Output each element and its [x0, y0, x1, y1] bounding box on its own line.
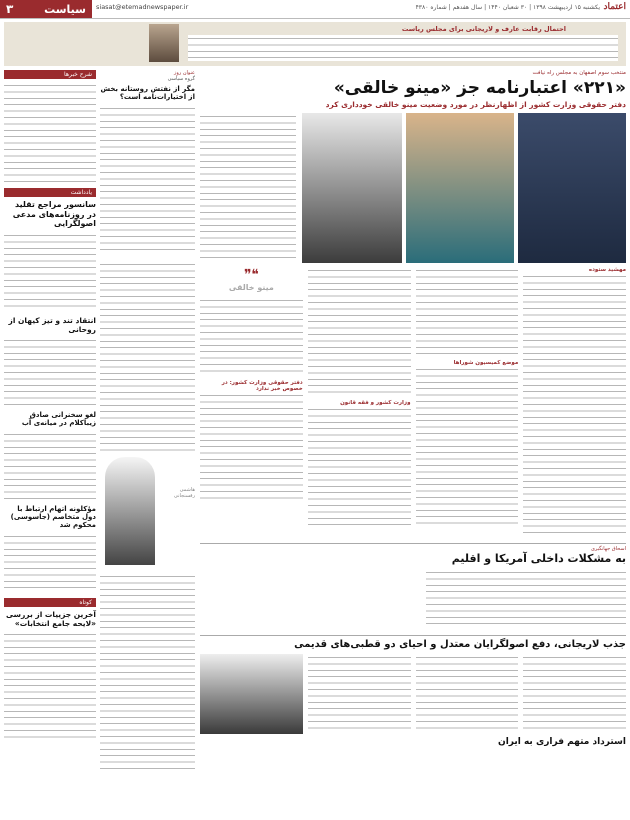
page-header: [0, 0, 630, 19]
photo-side-text-lines: [200, 113, 296, 263]
section-tag: [0, 0, 92, 18]
main-byline: مهشید ستوده: [588, 267, 626, 274]
photo-larijani: [200, 654, 303, 734]
main-col-2-text-b: [416, 366, 519, 526]
lead-box: [4, 22, 626, 66]
main-col-3-text-b: [308, 406, 411, 526]
left-headline-5: آخرین جزییات از بررسی «لایحه جامع انتخابات»: [6, 609, 96, 628]
page-number: ۳: [6, 2, 14, 16]
main-sub-3: دفتر حقوقی وزارت کشور: در خصوص خبر ندارد: [221, 379, 303, 392]
main-col-4-text-b: [200, 392, 303, 502]
main-col-1-text: [523, 273, 626, 533]
story3-headline: جذب لاریجانی، دفع اصولگرایان معتدل و احیای دو قطبی‌های قدیمی: [294, 638, 626, 650]
story3-text-3: [308, 654, 411, 734]
story4-headline: استرداد متهم فراری به ایران: [498, 736, 626, 747]
col2-text-1: [100, 105, 195, 255]
lead-photo: [149, 24, 179, 62]
story3-text-2: [416, 654, 519, 734]
left-column-label-3: کوتاه: [4, 598, 96, 607]
story3-text-1: [523, 654, 626, 734]
photo-side-text: [200, 113, 296, 263]
main-headline: «۲۲۱» اعتبارنامه جز «مینو خالقی»: [333, 78, 626, 98]
main-col-1: [523, 267, 626, 537]
left-column-text-1: [4, 82, 96, 182]
main-col-3: [308, 267, 411, 537]
col2-kicker: عنوان روز: [174, 70, 195, 76]
left-column-text-3: [4, 337, 96, 407]
main-col-4-text-a: [200, 297, 303, 377]
story2-rule: [200, 543, 626, 544]
left-column-label: شرح خبرها: [4, 70, 96, 79]
photo-ali-motahari: [302, 113, 402, 263]
photo-minister: [518, 113, 626, 263]
col2-text-3: [100, 573, 195, 773]
left-headline-2: انتقاد تند و تیز کیهان از روحانی: [8, 315, 96, 334]
section-label: سیاست: [44, 2, 86, 16]
second-column: [100, 70, 195, 815]
story2-kicker: اسحاق جهانگیری: [590, 546, 626, 553]
col2-sub: گروه سیاسی: [167, 76, 195, 82]
main-kicker: منتخب سوم اصفهان به مجلس راه نیافت: [532, 70, 626, 76]
main-subhead: دفتر حقوقی وزارت کشور از اظهارنظر در مورد وضعیت مینو خالقی خودداری کرد: [325, 100, 626, 110]
main-sub-1: موضع کمیسیون شوراها: [453, 360, 519, 367]
main-photo-strip: [200, 113, 626, 263]
left-headline-4: مؤکلونه اتهام ارتباط با دول متخاصم (جاسوسی) محکوم شد: [10, 504, 96, 530]
col2-photo-caption: هاشمی رفسنجانی: [173, 486, 195, 500]
story3-rule: [200, 635, 626, 636]
main-sub-2: وزارت کشور و فقه قانون: [340, 400, 411, 407]
main-quote: مینو خالقی: [228, 283, 274, 293]
left-column-label-2: یادداشت: [4, 188, 96, 197]
lead-title: احتمال رقابت عارف و لاریجانی برای مجلس ریاست: [401, 25, 566, 33]
col2-headline: مگر از نفتش روستانه بخش از اختیارات‌نامه است؟: [100, 85, 195, 102]
section-email[interactable]: siasat@etemadnewspaper.ir: [96, 3, 189, 11]
main-body-columns: [200, 267, 626, 537]
left-column-text-6: [4, 631, 96, 741]
left-column-text-5: [4, 533, 96, 593]
left-headline-3: لغو سخنرانی صادق زیباکلام در میانه‌ی آب: [21, 410, 96, 428]
main-col-2-text-a: [416, 267, 519, 357]
col2-text-2: [100, 261, 195, 451]
col2-photo: [105, 457, 155, 565]
left-column: [4, 70, 96, 815]
newspaper-logo: اعتماد: [603, 2, 626, 12]
main-story-area: [200, 70, 626, 815]
quote-mark-icon: ❝❞: [243, 267, 259, 284]
lead-text: [188, 35, 618, 61]
main-col-4: [200, 267, 303, 537]
left-column-text-2: [4, 232, 96, 312]
story2-text: [426, 569, 626, 629]
left-headline-1: سانسور مراجع تقلید در روزنامه‌های مدعی اصولگرایی: [12, 200, 96, 229]
main-col-3-text-a: [308, 267, 411, 397]
dateline: یکشنبه ۱۵ اردیبهشت ۱۳۹۸ | ۳۰ شعبان ۱۴۴۰ | سال هفدهم | شماره ۴۳۸۰: [415, 4, 600, 11]
photo-mino-khaleghi: [406, 113, 514, 263]
col2-photo-block: [100, 457, 195, 567]
left-column-text-4: [4, 431, 96, 501]
story3-body: [200, 654, 626, 734]
main-col-2: [416, 267, 519, 537]
story2-headline: به مشکلات داخلی آمریکا و اقلیم: [451, 552, 626, 566]
